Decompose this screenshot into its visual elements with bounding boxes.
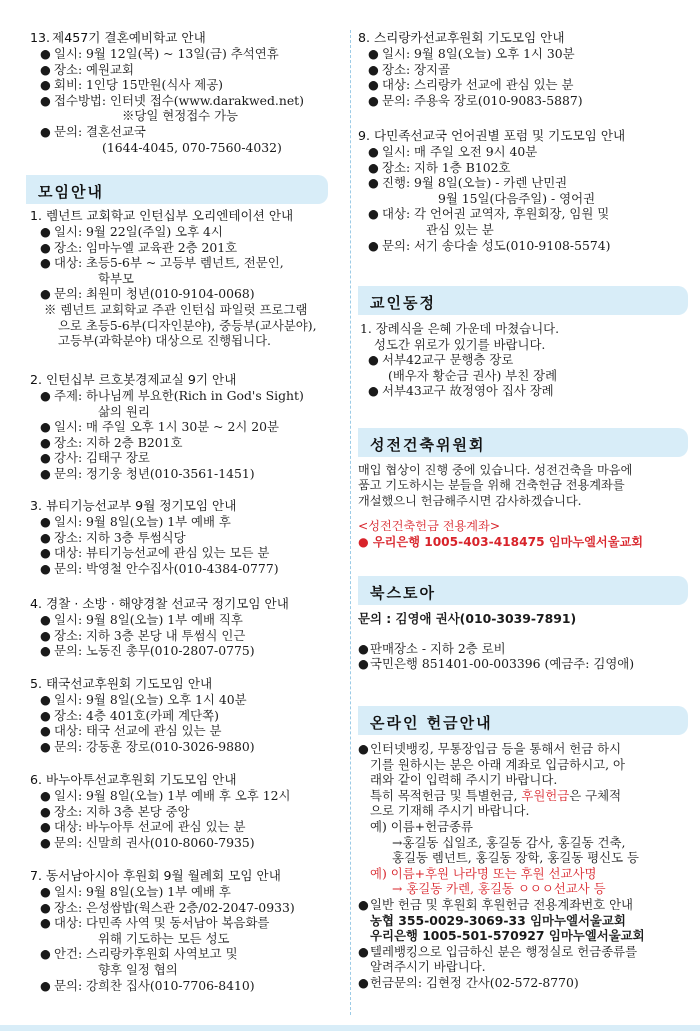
list-item-cont: 알려주시기 바랍니다. [370, 959, 486, 975]
list-item-cont: 예) 이름+헌금종류 [370, 818, 473, 834]
list-item-cont: 기를 원하시는 분은 아래 계좌로 입금하시고, 아 [370, 756, 625, 772]
paragraph-line: 개설했으니 헌금해주시면 감사하겠습니다. [358, 493, 582, 508]
list-item: ● 문의: 노동진 총무(010-2807-0775) [40, 643, 255, 659]
list-item: ● 일시: 매 주일 오후 1시 30분 ~ 2시 20분 [40, 419, 280, 435]
section-heading-building-committee: 성전건축위원회 [358, 428, 688, 457]
note: 으로 초등5-6부(디자인분야), 중등부(교사분야), [58, 317, 317, 333]
notice-title: 13. 제457기 결혼예비학교 안내 [30, 30, 206, 45]
list-item: ● 문의: 강희찬 집사(010-7706-8410) [40, 977, 255, 993]
note: ※당일 현정접수 가능 [122, 108, 239, 124]
notice-title: 4. 경찰 · 소방 · 해양경찰 선교국 정기모임 안내 [30, 596, 289, 611]
list-item: ● 문의: 결혼선교국 [40, 123, 146, 139]
note: ※ 렘넌트 교회학교 주관 인턴십 파일럿 프로그램 [44, 301, 308, 317]
list-item: 성도간 위로가 있기를 바랍니다. [374, 336, 546, 352]
bottom-band [0, 1025, 700, 1031]
account-number: 우리은행 1005-501-570927 임마누엘서울교회 [370, 928, 645, 944]
list-item: ● 장소: 지하 1층 B102호 [368, 159, 511, 175]
meeting-9 [358, 128, 688, 253]
list-item: ● 일시: 매 주일 오전 9시 40분 [368, 144, 538, 159]
list-item: ● 국민은행 851401-00-003396 (예금주: 김영애) [358, 656, 635, 672]
list-item-cont: 래와 같이 입력해 주시기 바랍니다. [370, 772, 558, 788]
list-item: ● 장소: 지하 2층 B201호 [40, 434, 183, 450]
list-item: ● 장소: 임마누엘 교육관 2층 201호 [40, 239, 238, 255]
list-item-cont: 학부모 [98, 270, 134, 286]
note: 고등부(과학분야) 대상으로 진행됩니다. [58, 333, 271, 349]
meeting-1 [30, 208, 346, 349]
list-item: ● 대상: 스리랑카 선교에 관심 있는 분 [368, 77, 574, 93]
wedding-school-notice [30, 30, 346, 155]
list-item: ● 강사: 김태구 장로 [40, 450, 150, 466]
list-item: ● 안건: 스리랑카후원회 사역보고 및 [40, 946, 238, 962]
list-item: ● 일시: 9월 8일(오늘) 1부 예배 직후 [40, 612, 243, 627]
list-item-cont: 특히 목적헌금 및 특별헌금, 후원헌금은 구체적 [370, 787, 622, 803]
list-item: ● 텔레뱅킹으로 입금하신 분은 행정실로 헌금종류를 [358, 943, 638, 959]
list-item-cont: 홍길동 렘넌트, 홍길동 장학, 홍길동 평신도 등 [392, 850, 639, 866]
list-item: ● 대상: 뷰티기능선교에 관심 있는 모든 분 [40, 545, 270, 561]
list-item-cont: 9월 15일(다음주일) - 영어권 [438, 190, 596, 206]
list-item: 1. 장례식을 은혜 가운데 마쳤습니다. [360, 321, 560, 336]
list-item: ● 문의: 정기웅 청년(010-3561-1451) [40, 465, 255, 481]
list-item: ● 일시: 9월 12일(목) ~ 13일(금) 추석연휴 [40, 46, 279, 61]
meeting-4 [30, 596, 346, 659]
meeting-2 [30, 372, 346, 482]
section-heading-meetings: 모임안내 [26, 175, 328, 204]
list-item: ● 장소: 예원교회 [40, 61, 134, 77]
notice-title: 7. 동서남아시아 후원회 9월 월례회 모임 안내 [30, 868, 281, 883]
list-item: ● 대상: 태국 선교에 관심 있는 분 [40, 723, 222, 739]
list-item-cont: 예) 이름+후원 나라명 또는 후원 선교사명 [370, 865, 597, 881]
list-item-cont: 위해 기도하는 모든 성도 [98, 930, 230, 946]
list-item: ● 일시: 9월 8일(오늘) 1부 예배 후 [40, 514, 231, 529]
bookstore-contact: 문의 : 김영애 권사(010-3039-7891) [358, 611, 577, 626]
list-item: ● 일반 헌금 및 후원회 후원헌금 전용계좌번호 안내 [358, 896, 634, 912]
meeting-5 [30, 676, 346, 754]
notice-title: 6. 바누아투선교후원회 기도모임 안내 [30, 772, 237, 787]
section-heading-bookstore: 북스토아 [358, 576, 688, 605]
list-item: ● 헌금문의: 김현정 간사(02-572-8770) [358, 974, 579, 990]
list-item-cont: 으로 기재해 주시기 바랍니다. [370, 803, 530, 819]
bookstore-notice [358, 611, 688, 672]
list-item: ● 서부42교구 문행층 장로 [368, 352, 514, 368]
list-item: ● 주제: 하나님께 부요한(Rich in God's Sight) [40, 388, 304, 403]
list-item: ● 대상: 초등5-6부 ~ 고등부 렘넌트, 전문인, [40, 255, 284, 271]
account-label: <성전건축헌금 전용계좌> [358, 519, 501, 534]
list-item: ● 일시: 9월 8일(오늘) 오후 1시 40분 [40, 692, 247, 707]
list-item: ● 장소: 은성쌈밥(웍스관 2층/02-2047-0933) [40, 899, 295, 915]
list-item: ● 대상: 각 언어권 교역자, 후원회장, 임원 및 [368, 206, 610, 222]
paragraph-line: 매입 협상이 진행 중에 있습니다. 성전건축을 마음에 [358, 463, 633, 477]
notice-title: 3. 뷰티기능선교부 9월 정기모임 안내 [30, 498, 237, 513]
list-item-cont: 향후 일정 협의 [98, 961, 178, 977]
section-heading-member-news: 교인동정 [358, 286, 688, 315]
list-item: ● 진행: 9월 8일(오늘) - 카렌 난민권 [368, 175, 568, 191]
list-item: ● 대상: 바누아투 선교에 관심 있는 분 [40, 819, 246, 835]
notice-title: 2. 인턴십부 르호봇경제교실 9기 안내 [30, 372, 237, 387]
list-item: ● 일시: 9월 22일(주일) 오후 4시 [40, 224, 223, 239]
contact-numbers: (1644-4045, 070-7560-4032) [102, 139, 282, 155]
list-item: ● 접수방법: 인터넷 접수(www.darakwed.net) [40, 92, 304, 108]
list-item: ● 장소: 4층 401호(카페 계단쪽) [40, 707, 219, 723]
list-item: ● 일시: 9월 8일(오늘) 1부 예배 후 오후 12시 [40, 788, 291, 803]
list-item: ● 인터넷뱅킹, 무통장입금 등을 통해서 헌금 하시 [358, 741, 622, 756]
list-item-cont: →홍길동 십일조, 홍길동 감사, 홍길동 건축, [392, 834, 626, 850]
list-item: ● 문의: 강동훈 장로(010-3026-9880) [40, 738, 255, 754]
list-item: ● 장소: 장지골 [368, 61, 450, 77]
building-committee-notice [358, 463, 688, 550]
member-news [358, 321, 688, 399]
notice-title: 1. 렘넌트 교회학교 인턴십부 오리엔테이션 안내 [30, 208, 294, 223]
list-item-cont: → 홍길동 카렌, 홍길동 ㅇㅇㅇ선교사 등 [392, 881, 606, 897]
list-item-cont: 삶의 원리 [98, 403, 150, 419]
list-item-cont: (배우자 황순금 권사) 부친 장례 [388, 367, 558, 383]
account-number: ● 우리은행 1005-403-418475 임마누엘서울교회 [358, 534, 644, 549]
list-item: ● 장소: 지하 3층 본당 내 투썸식 인근 [40, 627, 246, 643]
notice-title: 8. 스리랑카선교후원회 기도모임 안내 [358, 30, 565, 45]
meeting-3 [30, 498, 346, 576]
meeting-6 [30, 772, 346, 850]
list-item: ● 문의: 주용욱 장로(010-9083-5887) [368, 92, 583, 108]
meeting-7 [30, 868, 346, 993]
list-item: ● 일시: 9월 8일(오늘) 오후 1시 30분 [368, 46, 575, 61]
online-offering-notice [358, 741, 688, 991]
list-item: ● 회비: 1인당 15만원(식사 제공) [40, 77, 224, 93]
list-item: ● 대상: 다민족 사역 및 동서남아 복음화를 [40, 915, 270, 931]
list-item: ● 문의: 최원미 청년(010-9104-0068) [40, 286, 255, 302]
column-divider [350, 30, 351, 1015]
notice-title: 9. 다민족선교국 언어권별 포럼 및 기도모임 안내 [358, 128, 626, 143]
notice-title: 5. 태국선교후원회 기도모임 안내 [30, 676, 213, 691]
list-item: ● 문의: 신말희 권사(010-8060-7935) [40, 834, 255, 850]
meeting-8 [358, 30, 688, 108]
account-number: 농협 355-0029-3069-33 임마누엘서울교회 [370, 912, 626, 928]
section-heading-online-offering: 온라인 헌금안내 [358, 706, 688, 735]
list-item: ● 장소: 지하 3층 본당 중앙 [40, 803, 190, 819]
list-item: ● 문의: 서기 송다솔 성도(010-9108-5574) [368, 237, 611, 253]
list-item: ● 판매장소 - 지하 2층 로비 [358, 640, 506, 656]
list-item: ● 장소: 지하 3층 투썸식당 [40, 529, 186, 545]
paragraph-line: 품고 기도하시는 분들을 위해 건축헌금 전용계좌를 [358, 478, 625, 493]
list-item-cont: 관심 있는 분 [426, 221, 494, 237]
list-item: ● 서부43교구 故정영아 집사 장례 [368, 383, 554, 399]
list-item: ● 일시: 9월 8일(오늘) 1부 예배 후 [40, 884, 231, 899]
list-item: ● 문의: 박영철 안수집사(010-4384-0777) [40, 560, 279, 576]
